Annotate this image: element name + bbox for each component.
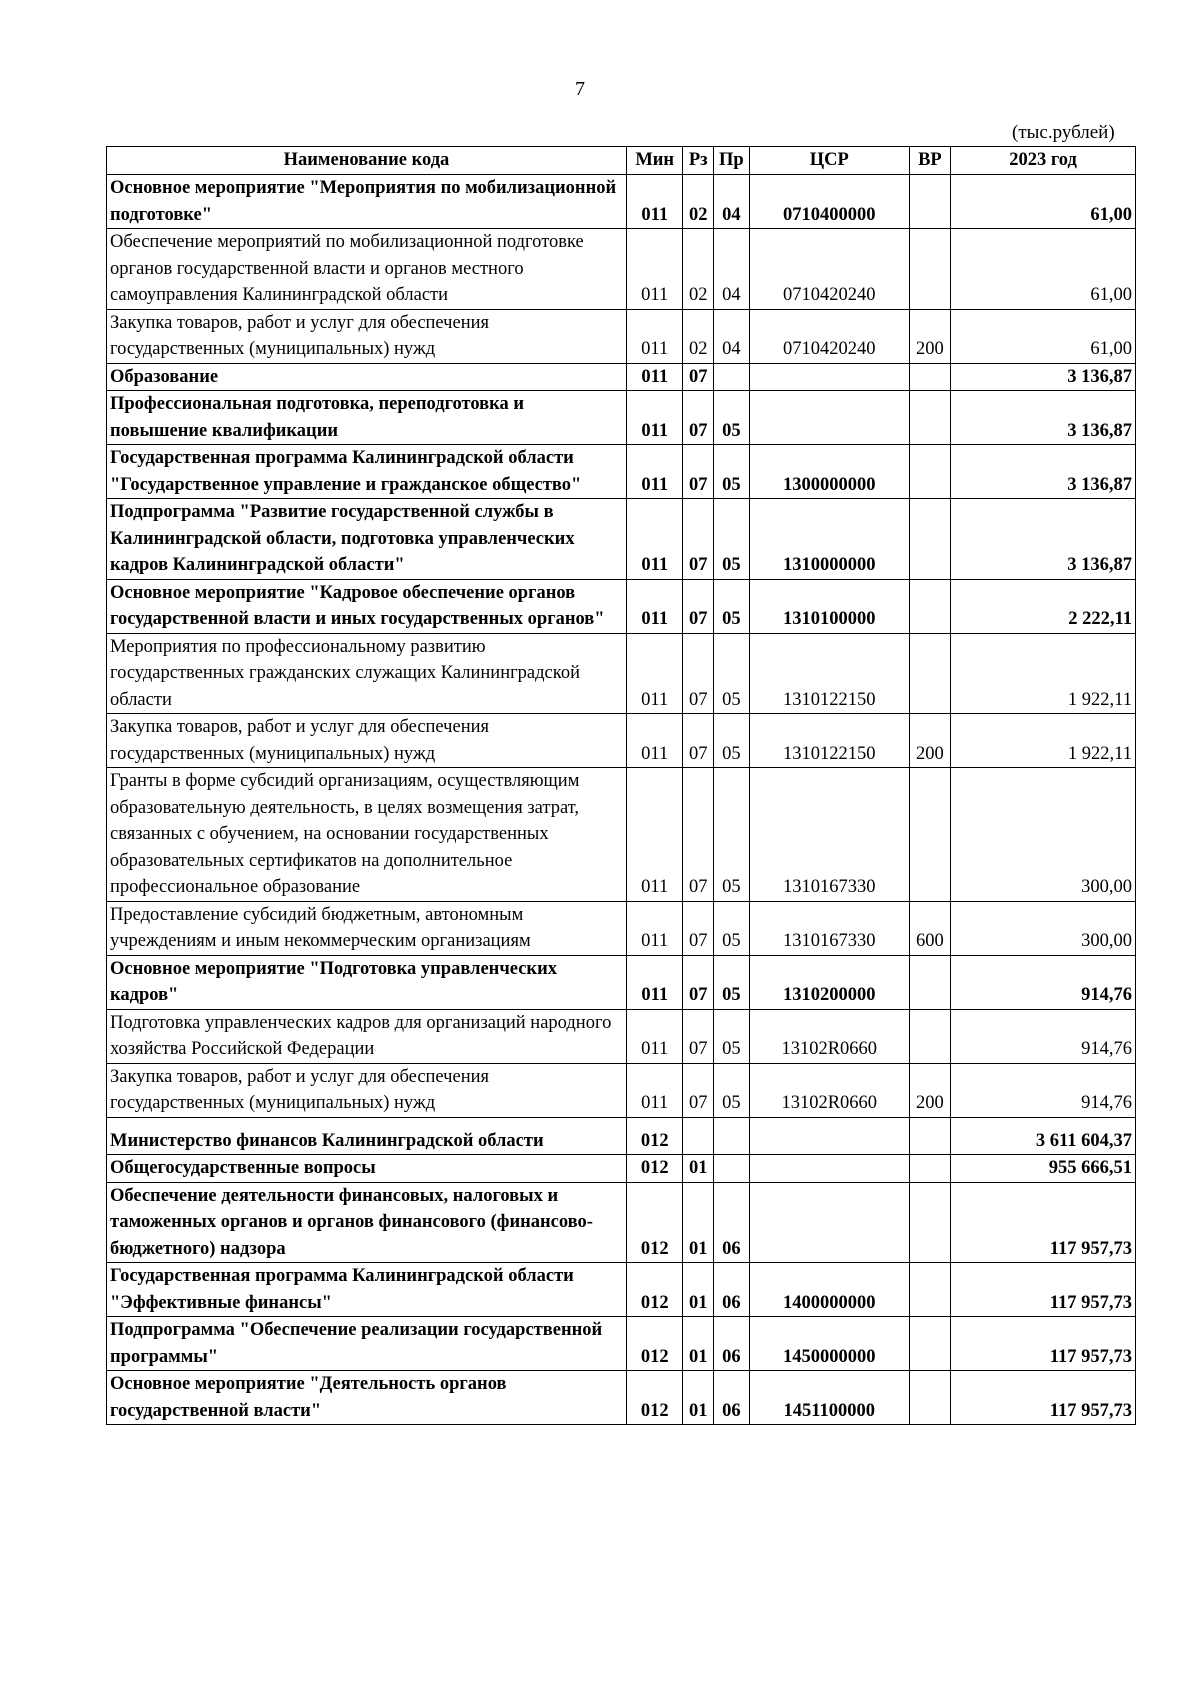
cell-min: 012 <box>626 1263 683 1317</box>
table-row <box>107 1155 1136 1183</box>
cell-amount: 117 957,73 <box>951 1371 1136 1425</box>
cell-min: 011 <box>626 714 683 768</box>
cell-rz: 07 <box>683 579 713 633</box>
cell-csr: 1310000000 <box>749 499 909 580</box>
cell-csr: 13102R0660 <box>749 1063 909 1117</box>
cell-amount: 117 957,73 <box>951 1182 1136 1263</box>
cell-pr: 05 <box>713 901 749 955</box>
cell-pr: 06 <box>713 1182 749 1263</box>
cell-name: Гранты в форме субсидий организациям, осуществляющим образовательную деятельность, в целях возмещения затрат, связанных с обучением, на основании государственных образовательных сертификатов на дополнительное профессиональное образование <box>107 768 627 902</box>
cell-pr: 04 <box>713 229 749 310</box>
cell-pr: 04 <box>713 309 749 363</box>
cell-min: 012 <box>626 1155 683 1183</box>
cell-amount: 117 957,73 <box>951 1263 1136 1317</box>
table-row <box>107 1117 1136 1155</box>
header-pr: Пр <box>713 147 749 175</box>
cell-rz: 07 <box>683 955 713 1009</box>
cell-min: 011 <box>626 1009 683 1063</box>
cell-pr: 05 <box>713 499 749 580</box>
cell-vr: 200 <box>909 714 950 768</box>
cell-csr <box>749 1182 909 1263</box>
header-name: Наименование кода <box>107 147 627 175</box>
cell-rz: 01 <box>683 1182 713 1263</box>
cell-min: 011 <box>626 391 683 445</box>
cell-min: 011 <box>626 499 683 580</box>
cell-name: Закупка товаров, работ и услуг для обеспечения государственных (муниципальных) нужд <box>107 714 627 768</box>
cell-name: Подпрограмма "Обеспечение реализации государственной программы" <box>107 1317 627 1371</box>
cell-name: Основное мероприятие "Деятельность органов государственной власти" <box>107 1371 627 1425</box>
cell-csr <box>749 391 909 445</box>
cell-csr: 0710420240 <box>749 229 909 310</box>
table-row <box>107 175 1136 229</box>
cell-amount: 3 136,87 <box>951 499 1136 580</box>
cell-name: Подготовка управленческих кадров для организаций народного хозяйства Российской Федерации <box>107 1009 627 1063</box>
cell-vr <box>909 175 950 229</box>
cell-vr <box>909 499 950 580</box>
table-row <box>107 1182 1136 1263</box>
cell-rz: 02 <box>683 229 713 310</box>
cell-min: 011 <box>626 768 683 902</box>
cell-min: 011 <box>626 1063 683 1117</box>
cell-amount: 61,00 <box>951 309 1136 363</box>
cell-vr <box>909 768 950 902</box>
cell-pr <box>713 1155 749 1183</box>
table-row <box>107 391 1136 445</box>
cell-vr <box>909 1317 950 1371</box>
cell-amount: 300,00 <box>951 901 1136 955</box>
table-row <box>107 714 1136 768</box>
cell-csr <box>749 363 909 391</box>
cell-rz: 07 <box>683 445 713 499</box>
cell-vr <box>909 363 950 391</box>
cell-min: 011 <box>626 445 683 499</box>
header-amount: 2023 год <box>951 147 1136 175</box>
header-vr: ВР <box>909 147 950 175</box>
cell-amount: 61,00 <box>951 229 1136 310</box>
cell-csr: 0710400000 <box>749 175 909 229</box>
cell-min: 011 <box>626 229 683 310</box>
units-label: (тыс.рублей) <box>1012 122 1115 143</box>
cell-name: Закупка товаров, работ и услуг для обеспечения государственных (муниципальных) нужд <box>107 1063 627 1117</box>
cell-rz: 07 <box>683 633 713 714</box>
cell-rz: 07 <box>683 391 713 445</box>
cell-pr: 05 <box>713 633 749 714</box>
table-row <box>107 445 1136 499</box>
cell-min: 011 <box>626 309 683 363</box>
cell-name: Предоставление субсидий бюджетным, автономным учреждениям и иным некоммерческим организациям <box>107 901 627 955</box>
header-rz: Рз <box>683 147 713 175</box>
cell-amount: 3 136,87 <box>951 445 1136 499</box>
cell-pr: 06 <box>713 1263 749 1317</box>
cell-amount: 3 136,87 <box>951 391 1136 445</box>
cell-name: Профессиональная подготовка, переподготовка и повышение квалификации <box>107 391 627 445</box>
cell-vr <box>909 1009 950 1063</box>
cell-csr: 1451100000 <box>749 1371 909 1425</box>
cell-rz: 07 <box>683 499 713 580</box>
cell-pr: 05 <box>713 1009 749 1063</box>
cell-name: Министерство финансов Калининградской области <box>107 1117 627 1155</box>
cell-csr: 1310167330 <box>749 768 909 902</box>
table-row <box>107 1063 1136 1117</box>
cell-name: Обеспечение деятельности финансовых, налоговых и таможенных органов и органов финансового (финансово-бюджетного) надзора <box>107 1182 627 1263</box>
table-row <box>107 768 1136 902</box>
cell-min: 011 <box>626 175 683 229</box>
cell-min: 011 <box>626 901 683 955</box>
cell-pr: 04 <box>713 175 749 229</box>
cell-rz: 01 <box>683 1155 713 1183</box>
table-row <box>107 1009 1136 1063</box>
cell-rz: 07 <box>683 363 713 391</box>
cell-name: Государственная программа Калининградской области "Эффективные финансы" <box>107 1263 627 1317</box>
cell-amount: 1 922,11 <box>951 633 1136 714</box>
cell-pr: 05 <box>713 955 749 1009</box>
cell-vr <box>909 579 950 633</box>
cell-vr <box>909 445 950 499</box>
cell-rz: 07 <box>683 1009 713 1063</box>
table-row <box>107 901 1136 955</box>
table-row <box>107 1263 1136 1317</box>
cell-rz: 02 <box>683 309 713 363</box>
cell-name: Основное мероприятие "Кадровое обеспечение органов государственной власти и иных государственных органов" <box>107 579 627 633</box>
cell-name: Подпрограмма "Развитие государственной службы в Калининградской области, подготовка управленческих кадров Калининградской области" <box>107 499 627 580</box>
cell-vr <box>909 1263 950 1317</box>
cell-csr: 1300000000 <box>749 445 909 499</box>
cell-rz: 07 <box>683 1063 713 1117</box>
cell-rz: 01 <box>683 1263 713 1317</box>
cell-amount: 3 611 604,37 <box>951 1117 1136 1155</box>
cell-vr <box>909 633 950 714</box>
table-row <box>107 579 1136 633</box>
table-row <box>107 633 1136 714</box>
cell-min: 011 <box>626 633 683 714</box>
cell-min: 011 <box>626 955 683 1009</box>
cell-name: Основное мероприятие "Подготовка управленческих кадров" <box>107 955 627 1009</box>
cell-vr <box>909 1117 950 1155</box>
cell-csr: 1310122150 <box>749 714 909 768</box>
cell-pr: 05 <box>713 445 749 499</box>
cell-name: Государственная программа Калининградской области "Государственное управление и гражданское общество" <box>107 445 627 499</box>
cell-name: Мероприятия по профессиональному развитию государственных гражданских служащих Калининградской области <box>107 633 627 714</box>
cell-min: 011 <box>626 363 683 391</box>
cell-rz: 02 <box>683 175 713 229</box>
cell-csr: 1310100000 <box>749 579 909 633</box>
cell-csr: 1310200000 <box>749 955 909 1009</box>
cell-name: Основное мероприятие "Мероприятия по мобилизационной подготовке" <box>107 175 627 229</box>
table-row <box>107 363 1136 391</box>
cell-amount: 1 922,11 <box>951 714 1136 768</box>
cell-min: 011 <box>626 579 683 633</box>
cell-pr: 06 <box>713 1371 749 1425</box>
cell-vr: 600 <box>909 901 950 955</box>
cell-vr: 200 <box>909 309 950 363</box>
cell-name: Обеспечение мероприятий по мобилизационной подготовке органов государственной власти и органов местного самоуправления Калининградской области <box>107 229 627 310</box>
header-csr: ЦСР <box>749 147 909 175</box>
budget-table <box>106 146 1136 1425</box>
cell-rz: 07 <box>683 901 713 955</box>
cell-min: 012 <box>626 1182 683 1263</box>
header-row <box>107 147 1136 175</box>
cell-amount: 914,76 <box>951 955 1136 1009</box>
cell-rz: 07 <box>683 768 713 902</box>
cell-pr: 05 <box>713 1063 749 1117</box>
cell-vr <box>909 1371 950 1425</box>
cell-csr: 1310122150 <box>749 633 909 714</box>
table-row <box>107 229 1136 310</box>
cell-amount: 61,00 <box>951 175 1136 229</box>
cell-pr <box>713 1117 749 1155</box>
cell-pr: 05 <box>713 714 749 768</box>
cell-csr: 0710420240 <box>749 309 909 363</box>
table-row <box>107 309 1136 363</box>
cell-vr: 200 <box>909 1063 950 1117</box>
cell-amount: 914,76 <box>951 1009 1136 1063</box>
cell-csr: 1400000000 <box>749 1263 909 1317</box>
cell-amount: 3 136,87 <box>951 363 1136 391</box>
cell-amount: 955 666,51 <box>951 1155 1136 1183</box>
cell-rz: 07 <box>683 714 713 768</box>
cell-rz: 01 <box>683 1317 713 1371</box>
cell-min: 012 <box>626 1317 683 1371</box>
cell-csr: 13102R0660 <box>749 1009 909 1063</box>
table-row <box>107 1371 1136 1425</box>
page-number: 7 <box>575 78 585 100</box>
cell-name: Общегосударственные вопросы <box>107 1155 627 1183</box>
table-body <box>107 175 1136 1425</box>
cell-rz: 01 <box>683 1371 713 1425</box>
cell-pr: 05 <box>713 768 749 902</box>
cell-csr: 1450000000 <box>749 1317 909 1371</box>
cell-name: Закупка товаров, работ и услуг для обеспечения государственных (муниципальных) нужд <box>107 309 627 363</box>
cell-vr <box>909 229 950 310</box>
table-row <box>107 499 1136 580</box>
cell-csr <box>749 1155 909 1183</box>
cell-rz <box>683 1117 713 1155</box>
cell-vr <box>909 955 950 1009</box>
cell-amount: 300,00 <box>951 768 1136 902</box>
cell-pr: 05 <box>713 391 749 445</box>
cell-vr <box>909 1155 950 1183</box>
cell-name: Образование <box>107 363 627 391</box>
header-min: Мин <box>626 147 683 175</box>
cell-amount: 2 222,11 <box>951 579 1136 633</box>
cell-min: 012 <box>626 1117 683 1155</box>
cell-vr <box>909 391 950 445</box>
cell-amount: 117 957,73 <box>951 1317 1136 1371</box>
cell-csr: 1310167330 <box>749 901 909 955</box>
cell-vr <box>909 1182 950 1263</box>
table-row <box>107 1317 1136 1371</box>
cell-pr <box>713 363 749 391</box>
cell-min: 012 <box>626 1371 683 1425</box>
cell-csr <box>749 1117 909 1155</box>
table-row <box>107 955 1136 1009</box>
cell-pr: 05 <box>713 579 749 633</box>
cell-pr: 06 <box>713 1317 749 1371</box>
cell-amount: 914,76 <box>951 1063 1136 1117</box>
